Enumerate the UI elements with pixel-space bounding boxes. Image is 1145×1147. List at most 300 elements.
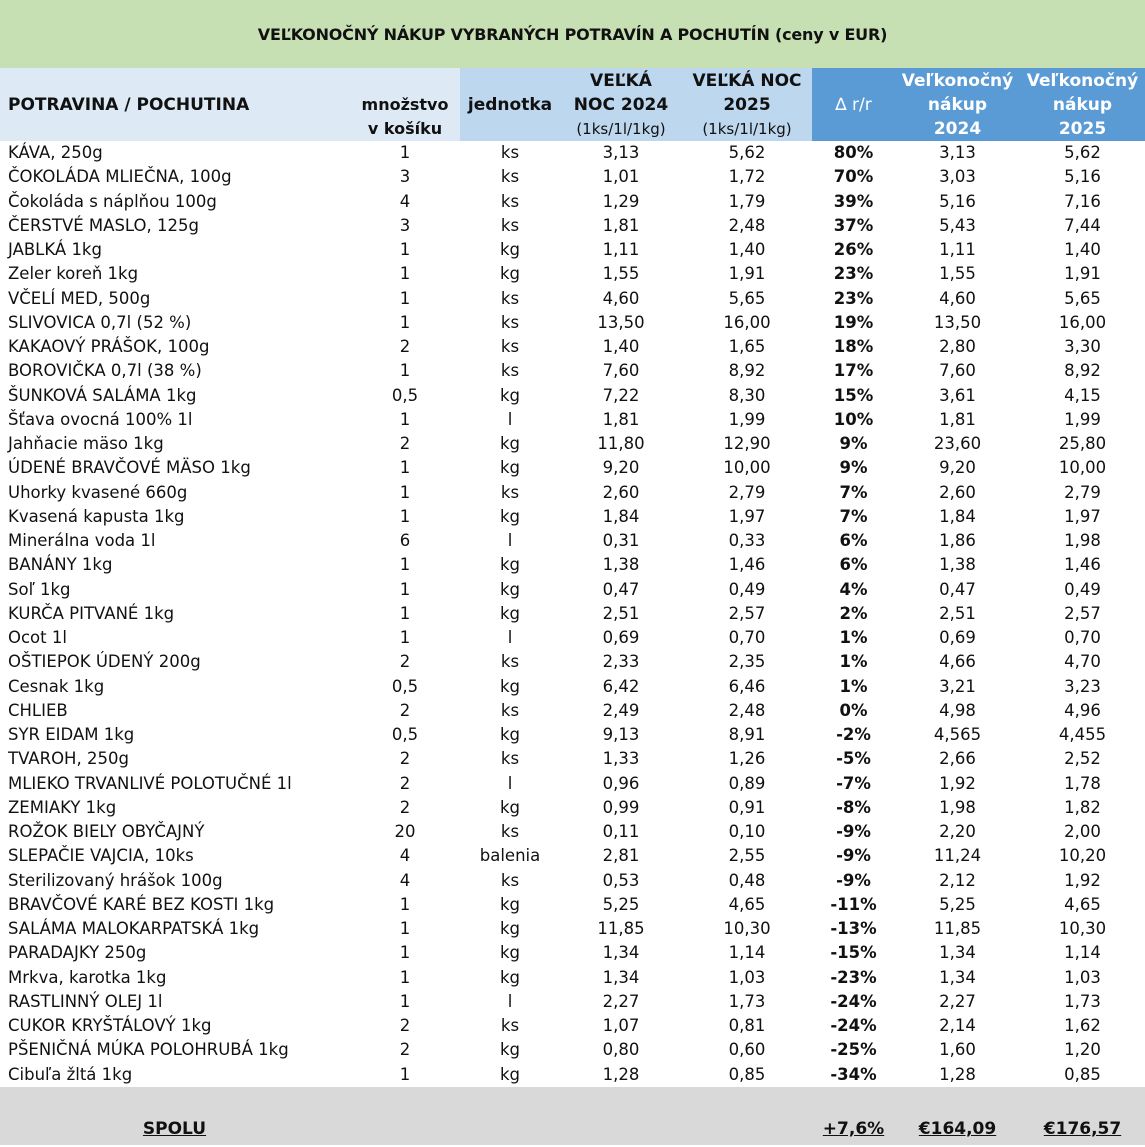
- table-row: [0, 747, 1145, 771]
- header-row: [0, 68, 1145, 141]
- delta-cell: 0%: [839, 700, 868, 720]
- total-2025-cell: 4,96: [1064, 700, 1101, 720]
- item-name-cell: Ocot 1l: [8, 628, 67, 648]
- price-2024-cell: 2,49: [602, 700, 640, 720]
- header-price-2024-line1: VEĽKÁ: [590, 70, 652, 91]
- quantity-cell: 1: [399, 894, 411, 914]
- total-2025-cell: 5,62: [1064, 143, 1101, 163]
- header-price-2025-line2: 2025: [723, 94, 771, 115]
- price-2024-cell: 0,99: [602, 797, 640, 817]
- quantity-cell: 1: [399, 603, 411, 623]
- total-2024-cell: 2,60: [939, 482, 976, 502]
- total-2024-cell: 5,25: [939, 894, 976, 914]
- item-name-cell: KURČA PITVANÉ 1kg: [8, 603, 175, 623]
- header-item: [0, 68, 350, 141]
- header-delta: [812, 68, 895, 141]
- price-2025-cell: 1,97: [728, 506, 766, 526]
- table-row: [0, 190, 1145, 214]
- table-row: [0, 626, 1145, 650]
- table-title: VEĽKONOČNÝ NÁKUP VYBRANÝCH POTRAVÍN A POCHUTÍN (ceny v EUR): [0, 0, 1145, 68]
- price-2025-cell: 8,92: [728, 361, 766, 381]
- total-2024-cell: 2,66: [939, 749, 976, 769]
- quantity-cell: 4: [399, 870, 411, 890]
- delta-cell: 1%: [839, 628, 868, 648]
- price-2024-cell: 0,53: [602, 870, 640, 890]
- delta-cell: -15%: [830, 943, 877, 963]
- total-2025-cell: 5,16: [1064, 167, 1101, 187]
- unit-cell: kg: [499, 240, 521, 260]
- table-row: [0, 359, 1145, 383]
- unit-cell: l: [507, 773, 513, 793]
- unit-cell: kg: [499, 385, 521, 405]
- unit-cell: l: [507, 531, 513, 551]
- total-2025-cell: 1,14: [1064, 943, 1101, 963]
- total-2025-cell: 1,62: [1064, 1016, 1101, 1036]
- unit-cell: kg: [499, 676, 521, 696]
- unit-cell: ks: [500, 167, 520, 187]
- total-2024-cell: 7,60: [939, 361, 976, 381]
- delta-cell: 1%: [839, 652, 868, 672]
- header-total-2025: [1020, 68, 1145, 141]
- quantity-cell: 1: [399, 361, 411, 381]
- quantity-cell: 20: [394, 822, 416, 842]
- item-name-cell: Jahňacie mäso 1kg: [8, 434, 164, 454]
- unit-cell: kg: [499, 603, 521, 623]
- total-2025-cell: 2,52: [1064, 749, 1101, 769]
- price-2024-cell: 0,11: [602, 822, 640, 842]
- unit-cell: kg: [499, 894, 521, 914]
- item-name-cell: ZEMIAKY 1kg: [8, 797, 117, 817]
- unit-cell: kg: [499, 1040, 521, 1060]
- unit-cell: kg: [499, 579, 521, 599]
- item-name-cell: ROŽOK BIELY OBYČAJNÝ: [8, 822, 205, 842]
- unit-cell: kg: [499, 1064, 521, 1084]
- price-2024-cell: 2,33: [602, 652, 640, 672]
- quantity-cell: 2: [399, 749, 411, 769]
- price-2025-cell: 1,72: [728, 167, 766, 187]
- total-2024-cell: [895, 1087, 1020, 1145]
- total-2024-cell: 1,86: [939, 531, 976, 551]
- total-2025-cell: 1,03: [1064, 967, 1101, 987]
- table-row: [0, 335, 1145, 359]
- delta-cell: 23%: [833, 288, 874, 308]
- total-2025-cell: 0,85: [1064, 1064, 1101, 1084]
- price-2025-cell: 10,30: [723, 919, 771, 939]
- table-row: [0, 675, 1145, 699]
- delta-cell: 4%: [839, 579, 868, 599]
- price-2024-cell: 1,34: [602, 943, 640, 963]
- price-2024-cell: 1,81: [602, 215, 640, 235]
- header-total-2024: [895, 68, 1020, 141]
- quantity-cell: 0,5: [391, 385, 419, 405]
- delta-cell: 7%: [839, 482, 868, 502]
- header-quantity-line1: množstvo: [361, 94, 449, 114]
- unit-cell: kg: [499, 725, 521, 745]
- price-2024-cell: 2,81: [602, 846, 640, 866]
- total-2025-cell: 3,30: [1064, 337, 1101, 357]
- item-name-cell: ÚDENÉ BRAVČOVÉ MÄSO 1kg: [8, 458, 251, 478]
- price-2024-cell: 1,11: [602, 240, 640, 260]
- header-delta-label: ∆ r/r: [835, 94, 872, 115]
- item-name-cell: PŠENIČNÁ MÚKA POLOHRUBÁ 1kg: [8, 1040, 289, 1060]
- quantity-cell: 1: [399, 943, 411, 963]
- quantity-cell: 0,5: [391, 725, 419, 745]
- table-row: [0, 772, 1145, 796]
- total-2024-cell: 11,24: [933, 846, 982, 866]
- empty-cell: [350, 1087, 460, 1145]
- unit-cell: kg: [499, 458, 521, 478]
- total-2025-cell: 8,92: [1064, 361, 1101, 381]
- header-quantity-line2: v košíku: [367, 118, 443, 138]
- total-2025-cell: 0,49: [1064, 579, 1101, 599]
- price-2025-cell: 0,33: [728, 531, 766, 551]
- delta-cell: 80%: [833, 143, 874, 163]
- total-delta-cell: [812, 1087, 895, 1145]
- table-row: [0, 456, 1145, 480]
- delta-cell: -7%: [836, 773, 871, 793]
- quantity-cell: 4: [399, 191, 411, 211]
- price-2024-cell: 7,60: [602, 361, 640, 381]
- price-2024-cell: 6,42: [602, 676, 640, 696]
- unit-cell: kg: [499, 943, 521, 963]
- total-2025: €176,57: [1043, 1118, 1122, 1139]
- unit-cell: ks: [500, 215, 520, 235]
- unit-cell: balenia: [479, 846, 541, 866]
- total-2025-cell: 1,99: [1064, 409, 1101, 429]
- total-2024: €164,09: [918, 1118, 997, 1139]
- price-2025-cell: 0,70: [728, 628, 766, 648]
- price-2025-cell: 1,40: [728, 240, 766, 260]
- delta-cell: 23%: [833, 264, 874, 284]
- total-2024-cell: 4,98: [939, 700, 976, 720]
- price-2025-cell: 5,65: [728, 288, 766, 308]
- unit-cell: ks: [500, 288, 520, 308]
- table-row: [0, 553, 1145, 577]
- item-name-cell: CHLIEB: [8, 700, 68, 720]
- total-2025-cell: [1020, 1087, 1145, 1145]
- delta-cell: 19%: [833, 312, 874, 332]
- total-2024-cell: 4,60: [939, 288, 976, 308]
- quantity-cell: 3: [399, 167, 411, 187]
- price-2025-cell: 0,10: [728, 822, 766, 842]
- delta-cell: -9%: [836, 870, 871, 890]
- quantity-cell: 1: [399, 579, 411, 599]
- total-2025-cell: 0,70: [1064, 628, 1101, 648]
- price-2024-cell: 1,29: [602, 191, 640, 211]
- delta-cell: -25%: [830, 1040, 877, 1060]
- unit-cell: kg: [499, 967, 521, 987]
- item-name-cell: Zeler koreň 1kg: [8, 264, 139, 284]
- quantity-cell: 1: [399, 991, 411, 1011]
- price-2025-cell: 8,30: [728, 385, 766, 405]
- quantity-cell: 1: [399, 264, 411, 284]
- item-name-cell: Minerálna voda 1l: [8, 531, 156, 551]
- table-row: [0, 1014, 1145, 1038]
- price-2025-cell: 0,60: [728, 1040, 766, 1060]
- price-2025-cell: 0,85: [728, 1064, 766, 1084]
- total-2024-cell: 23,60: [933, 434, 982, 454]
- delta-cell: -8%: [836, 797, 871, 817]
- price-2025-cell: 0,48: [728, 870, 766, 890]
- empty-cell: [460, 1087, 560, 1145]
- quantity-cell: 1: [399, 628, 411, 648]
- unit-cell: ks: [500, 700, 520, 720]
- price-2024-cell: 1,33: [602, 749, 640, 769]
- delta-cell: -34%: [830, 1064, 877, 1084]
- table-row: [0, 869, 1145, 893]
- quantity-cell: 1: [399, 555, 411, 575]
- item-name-cell: SYR EIDAM 1kg: [8, 725, 135, 745]
- price-2025-cell: 1,46: [728, 555, 766, 575]
- delta-cell: -2%: [836, 725, 871, 745]
- total-2025-cell: 10,00: [1058, 458, 1107, 478]
- price-2025-cell: 1,65: [728, 337, 766, 357]
- total-2025-cell: 1,40: [1064, 240, 1101, 260]
- delta-cell: 70%: [833, 167, 874, 187]
- price-2025-cell: 0,81: [728, 1016, 766, 1036]
- total-2024-cell: 5,43: [939, 215, 976, 235]
- quantity-cell: 1: [399, 1064, 411, 1084]
- item-name-cell: Uhorky kvasené 660g: [8, 482, 188, 502]
- total-2024-cell: 5,16: [939, 191, 976, 211]
- price-2024-cell: 1,40: [602, 337, 640, 357]
- quantity-cell: 1: [399, 967, 411, 987]
- total-2024-cell: 1,38: [939, 555, 976, 575]
- total-2025-cell: 1,20: [1064, 1040, 1101, 1060]
- unit-cell: l: [507, 991, 513, 1011]
- item-name-cell: MLIEKO TRVANLIVÉ POLOTUČNÉ 1l: [8, 773, 292, 793]
- price-2025-cell: 1,73: [728, 991, 766, 1011]
- price-2025-cell: 12,90: [723, 434, 771, 454]
- price-2025-cell: 2,79: [728, 482, 766, 502]
- unit-cell: ks: [500, 312, 520, 332]
- item-name-cell: BOROVIČKA 0,7l (38 %): [8, 361, 202, 381]
- unit-cell: ks: [500, 337, 520, 357]
- table-row: [0, 893, 1145, 917]
- price-2024-cell: 2,60: [602, 482, 640, 502]
- price-2025-cell: 6,46: [728, 676, 766, 696]
- total-2024-cell: 2,12: [939, 870, 976, 890]
- header-total-2025-line2: nákup: [1052, 94, 1113, 115]
- price-2024-cell: 0,96: [602, 773, 640, 793]
- price-2025-cell: 8,91: [728, 725, 766, 745]
- delta-cell: 6%: [839, 531, 868, 551]
- price-2024-cell: 0,31: [602, 531, 640, 551]
- total-2024-cell: 1,98: [939, 797, 976, 817]
- table-row: [0, 384, 1145, 408]
- unit-cell: kg: [499, 506, 521, 526]
- table-row: [0, 287, 1145, 311]
- quantity-cell: 2: [399, 434, 411, 454]
- total-2024-cell: 1,84: [939, 506, 976, 526]
- delta-cell: 6%: [839, 555, 868, 575]
- table-row: [0, 796, 1145, 820]
- unit-cell: kg: [499, 264, 521, 284]
- price-2024-cell: 0,47: [602, 579, 640, 599]
- delta-cell: 37%: [833, 215, 874, 235]
- item-name-cell: BANÁNY 1kg: [8, 555, 113, 575]
- total-row: [0, 1087, 1145, 1145]
- unit-cell: ks: [500, 822, 520, 842]
- header-price-2024-line2: NOC 2024: [573, 94, 669, 115]
- total-2025-cell: 3,23: [1064, 676, 1101, 696]
- table-row: [0, 432, 1145, 456]
- quantity-cell: 1: [399, 482, 411, 502]
- table-row: [0, 408, 1145, 432]
- header-unit-label: jednotka: [467, 94, 553, 115]
- delta-cell: -9%: [836, 822, 871, 842]
- delta-cell: -13%: [830, 919, 877, 939]
- quantity-cell: 2: [399, 1016, 411, 1036]
- total-label: SPOLU: [142, 1118, 207, 1139]
- unit-cell: kg: [499, 434, 521, 454]
- unit-cell: ks: [500, 482, 520, 502]
- total-2025-cell: 16,00: [1058, 312, 1107, 332]
- item-name-cell: Sterilizovaný hrášok 100g: [8, 870, 223, 890]
- delta-cell: -9%: [836, 846, 871, 866]
- total-2024-cell: 2,14: [939, 1016, 976, 1036]
- total-2024-cell: 11,85: [933, 919, 982, 939]
- delta-cell: -24%: [830, 991, 877, 1011]
- price-2025-cell: 2,55: [728, 846, 766, 866]
- price-2025-cell: 2,48: [728, 700, 766, 720]
- quantity-cell: 1: [399, 506, 411, 526]
- price-2025-cell: 0,49: [728, 579, 766, 599]
- delta-cell: 9%: [839, 458, 868, 478]
- total-label-cell: [0, 1087, 350, 1145]
- item-name-cell: TVAROH, 250g: [8, 749, 129, 769]
- price-2024-cell: 9,20: [602, 458, 640, 478]
- header-total-2025-line3: 2025: [1058, 118, 1107, 139]
- delta-cell: -11%: [830, 894, 877, 914]
- price-2025-cell: 2,57: [728, 603, 766, 623]
- total-2025-cell: 25,80: [1058, 434, 1107, 454]
- total-2025-cell: 2,00: [1064, 822, 1101, 842]
- item-name-cell: ČERSTVÉ MASLO, 125g: [8, 215, 199, 235]
- total-delta: +7,6%: [822, 1118, 885, 1139]
- item-name-cell: BRAVČOVÉ KARÉ BEZ KOSTI 1kg: [8, 894, 275, 914]
- table-row: [0, 1038, 1145, 1062]
- quantity-cell: 2: [399, 700, 411, 720]
- delta-cell: 2%: [839, 603, 868, 623]
- total-2025-cell: 10,20: [1058, 846, 1107, 866]
- total-2025-cell: 7,44: [1064, 215, 1101, 235]
- header-price-2025: [682, 68, 812, 141]
- item-name-cell: SALÁMA MALOKARPATSKÁ 1kg: [8, 919, 260, 939]
- quantity-cell: 2: [399, 773, 411, 793]
- price-2025-cell: 5,62: [728, 143, 766, 163]
- item-name-cell: JABLKÁ 1kg: [8, 240, 102, 260]
- item-name-cell: Cibuľa žltá 1kg: [8, 1064, 133, 1084]
- price-2025-cell: 10,00: [723, 458, 771, 478]
- unit-cell: kg: [499, 797, 521, 817]
- header-total-2024-line2: nákup: [927, 94, 988, 115]
- total-2024-cell: 1,60: [939, 1040, 976, 1060]
- delta-cell: -23%: [830, 967, 877, 987]
- total-2025-cell: 1,46: [1064, 555, 1101, 575]
- header-price-2025-line3: (1ks/1l/1kg): [702, 119, 792, 138]
- quantity-cell: 1: [399, 240, 411, 260]
- quantity-cell: 3: [399, 215, 411, 235]
- price-2024-cell: 9,13: [602, 725, 640, 745]
- unit-cell: l: [507, 409, 513, 429]
- price-2024-cell: 1,28: [602, 1064, 640, 1084]
- delta-cell: -5%: [836, 749, 871, 769]
- header-price-2024-line3: (1ks/1l/1kg): [576, 119, 666, 138]
- total-2024-cell: 1,34: [939, 943, 976, 963]
- price-2024-cell: 7,22: [602, 385, 640, 405]
- unit-cell: ks: [500, 1016, 520, 1036]
- price-2024-cell: 2,27: [602, 991, 640, 1011]
- table-row: [0, 529, 1145, 553]
- total-2024-cell: 2,80: [939, 337, 976, 357]
- item-name-cell: OŠTIEPOK ÚDENÝ 200g: [8, 652, 201, 672]
- price-table: [0, 68, 1145, 1145]
- total-2024-cell: 2,51: [939, 603, 976, 623]
- unit-cell: ks: [500, 749, 520, 769]
- delta-cell: 1%: [839, 676, 868, 696]
- table-row: [0, 481, 1145, 505]
- unit-cell: ks: [500, 143, 520, 163]
- price-2025-cell: 16,00: [723, 312, 771, 332]
- total-2025-cell: 4,455: [1058, 725, 1107, 745]
- delta-cell: 10%: [833, 409, 874, 429]
- price-2025-cell: 4,65: [728, 894, 766, 914]
- header-quantity: [350, 68, 460, 141]
- total-2025-cell: 7,16: [1064, 191, 1101, 211]
- price-2024-cell: 0,69: [602, 628, 640, 648]
- header-item-label: POTRAVINA / POCHUTINA: [8, 94, 250, 115]
- table-row: [0, 238, 1145, 262]
- total-2025-cell: 1,97: [1064, 506, 1101, 526]
- total-2024-cell: 1,28: [939, 1064, 976, 1084]
- table-row: [0, 262, 1145, 286]
- price-2024-cell: 3,13: [602, 143, 640, 163]
- price-2024-cell: 13,50: [597, 312, 645, 332]
- total-2024-cell: 3,03: [939, 167, 976, 187]
- price-2025-cell: 0,91: [728, 797, 766, 817]
- total-2024-cell: 1,34: [939, 967, 976, 987]
- price-2025-cell: 1,14: [728, 943, 766, 963]
- quantity-cell: 4: [399, 846, 411, 866]
- quantity-cell: 1: [399, 458, 411, 478]
- price-2024-cell: 2,51: [602, 603, 640, 623]
- table-body: [0, 141, 1145, 1087]
- total-2025-cell: 4,65: [1064, 894, 1101, 914]
- price-2024-cell: 1,84: [602, 506, 640, 526]
- price-2024-cell: 1,34: [602, 967, 640, 987]
- delta-cell: 9%: [839, 434, 868, 454]
- total-2025-cell: 4,70: [1064, 652, 1101, 672]
- quantity-cell: 2: [399, 337, 411, 357]
- total-2025-cell: 1,82: [1064, 797, 1101, 817]
- total-2024-cell: 1,11: [939, 240, 976, 260]
- quantity-cell: 1: [399, 919, 411, 939]
- total-2025-cell: 10,30: [1058, 919, 1107, 939]
- delta-cell: 18%: [833, 337, 874, 357]
- total-2025-cell: 1,78: [1064, 773, 1101, 793]
- quantity-cell: 6: [399, 531, 411, 551]
- table-row: [0, 1063, 1145, 1087]
- price-2025-cell: 1,79: [728, 191, 766, 211]
- price-2024-cell: 1,55: [602, 264, 640, 284]
- total-2024-cell: 1,81: [939, 409, 976, 429]
- total-2025-cell: 1,92: [1064, 870, 1101, 890]
- total-2024-cell: 13,50: [933, 312, 982, 332]
- item-name-cell: SLEPAČIE VAJCIA, 10ks: [8, 846, 194, 866]
- price-2025-cell: 1,91: [728, 264, 766, 284]
- quantity-cell: 1: [399, 409, 411, 429]
